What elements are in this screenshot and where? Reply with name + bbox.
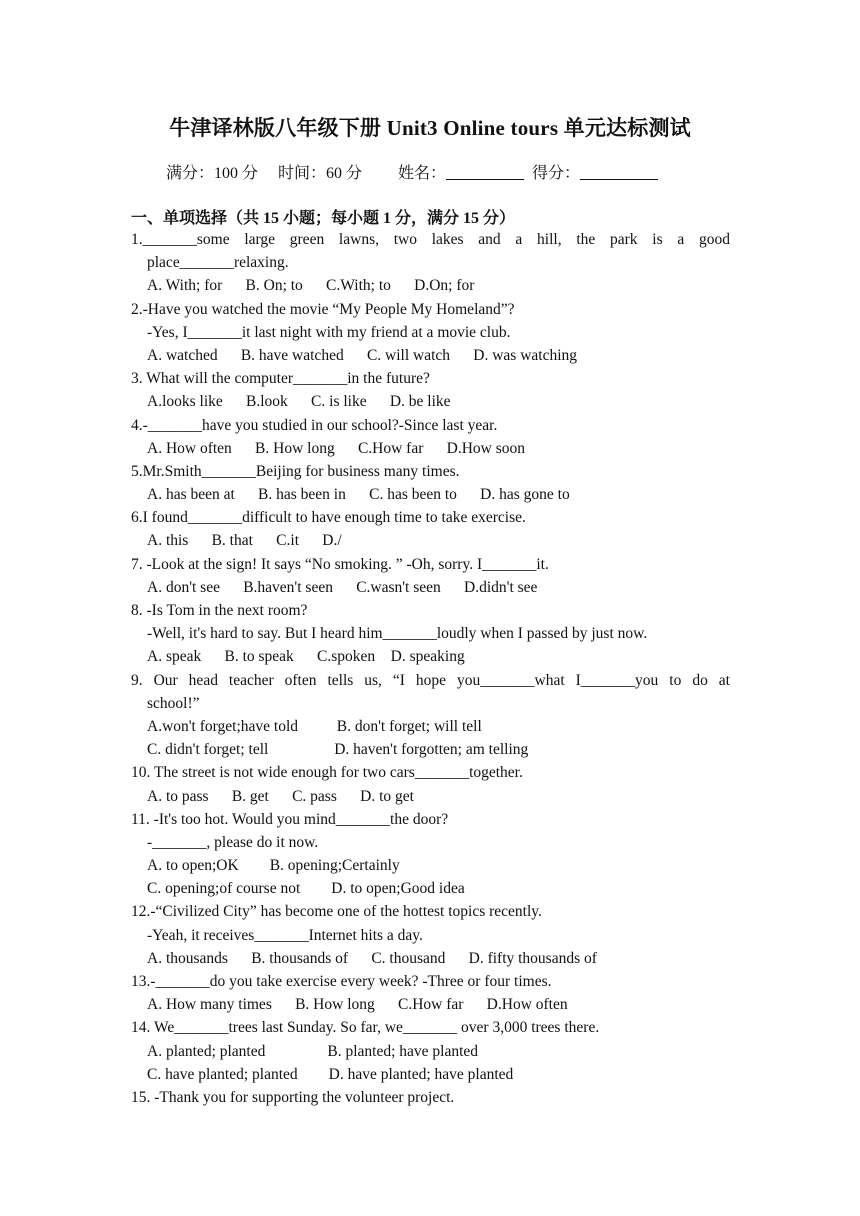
- question-options: A.looks like B.look C. is like D. be like: [147, 393, 451, 411]
- question-stem: 7. -Look at the sign! It says “No smoking. ” -Oh, sorry. I_______it.: [131, 555, 549, 573]
- time-limit: 时间：60 分: [278, 165, 363, 182]
- question-options: A. planted; planted B. planted; have planted: [147, 1042, 479, 1060]
- question-stem: 15. -Thank you for supporting the volunteer project.: [131, 1088, 455, 1106]
- question-options: A. How many times B. How long C.How far D.How often: [147, 996, 568, 1014]
- question-stem: 12.-“Civilized City” has become one of the hottest topics recently.: [131, 903, 542, 921]
- question-options: A. How often B. How long C.How far D.How soon: [147, 439, 526, 457]
- question-options: A. With; for B. On; to C.With; to D.On; for: [147, 277, 475, 295]
- question-stem: 9. Our head teacher often tells us, “I hope you_______what I_______you to do at: [131, 671, 730, 689]
- question-options: C. opening;of course not D. to open;Good idea: [147, 880, 465, 898]
- page-title: 牛津译林版八年级下册 Unit3 Online tours 单元达标测试: [169, 116, 691, 140]
- section-heading: 一、单项选择（共 15 小题；每小题 1 分，满分 15 分）: [131, 210, 516, 227]
- question-stem: 11. -It's too hot. Would you mind_______the door?: [131, 810, 449, 828]
- question-options: A. to pass B. get C. pass D. to get: [147, 787, 414, 805]
- question-stem: 6.I found_______difficult to have enough time to take exercise.: [131, 509, 526, 527]
- question-options: A. don't see B.haven't seen C.wasn't seen D.didn't see: [147, 578, 538, 596]
- question-stem-cont: -Well, it's hard to say. But I heard him_______loudly when I passed by just now.: [147, 625, 648, 643]
- question-options: A. thousands B. thousands of C. thousand D. fifty thousands of: [147, 949, 597, 967]
- question-options: C. have planted; planted D. have planted; have planted: [147, 1065, 514, 1083]
- question-stem: 5.Mr.Smith_______Beijing for business many times.: [131, 462, 460, 480]
- question-options: A. watched B. have watched C. will watch D. was watching: [147, 346, 578, 364]
- question-stem-cont: -_______, please do it now.: [147, 833, 319, 851]
- question-stem-cont: place_______relaxing.: [147, 254, 289, 272]
- question-stem: 4.-_______have you studied in our school?-Since last year.: [131, 416, 498, 434]
- question-stem-cont: -Yeah, it receives_______Internet hits a day.: [147, 926, 423, 944]
- question-stem: 14. We_______trees last Sunday. So far, we_______ over 3,000 trees there.: [131, 1019, 600, 1037]
- full-score: 满分：100 分: [166, 165, 259, 182]
- question-stem: 13.-_______do you take exercise every week? -Three or four times.: [131, 973, 552, 990]
- question-stem: 8. -Is Tom in the next room?: [131, 602, 308, 619]
- name-blank[interactable]: [446, 163, 524, 180]
- question-stem: 3. What will the computer_______in the future?: [131, 370, 430, 388]
- question-options: A. this B. that C.it D./: [147, 532, 342, 550]
- question-options: A. has been at B. has been in C. has been to D. has gone to: [147, 486, 570, 504]
- question-stem: 10. The street is not wide enough for two cars_______together.: [131, 764, 523, 782]
- question-options: A.won't forget;have told B. don't forget; will tell: [147, 717, 482, 735]
- exam-meta: [166, 160, 658, 183]
- question-options: C. didn't forget; tell D. haven't forgotten; am telling: [147, 741, 529, 759]
- score-blank[interactable]: [580, 163, 658, 180]
- question-list: [131, 228, 730, 1109]
- name-label: 姓名：: [398, 165, 447, 182]
- question-stem: 1._______some large green lawns, two lakes and a hill, the park is a good: [131, 231, 730, 248]
- question-stem-cont: -Yes, I_______it last night with my friend at a movie club.: [147, 323, 511, 341]
- score-label: 得分：: [532, 165, 581, 182]
- question-options: A. to open;OK B. opening;Certainly: [147, 857, 400, 875]
- question-stem: 2.-Have you watched the movie “My People My Homeland”?: [131, 300, 515, 318]
- question-options: A. speak B. to speak C.spoken D. speaking: [147, 648, 465, 666]
- question-stem-cont: school!”: [147, 694, 200, 712]
